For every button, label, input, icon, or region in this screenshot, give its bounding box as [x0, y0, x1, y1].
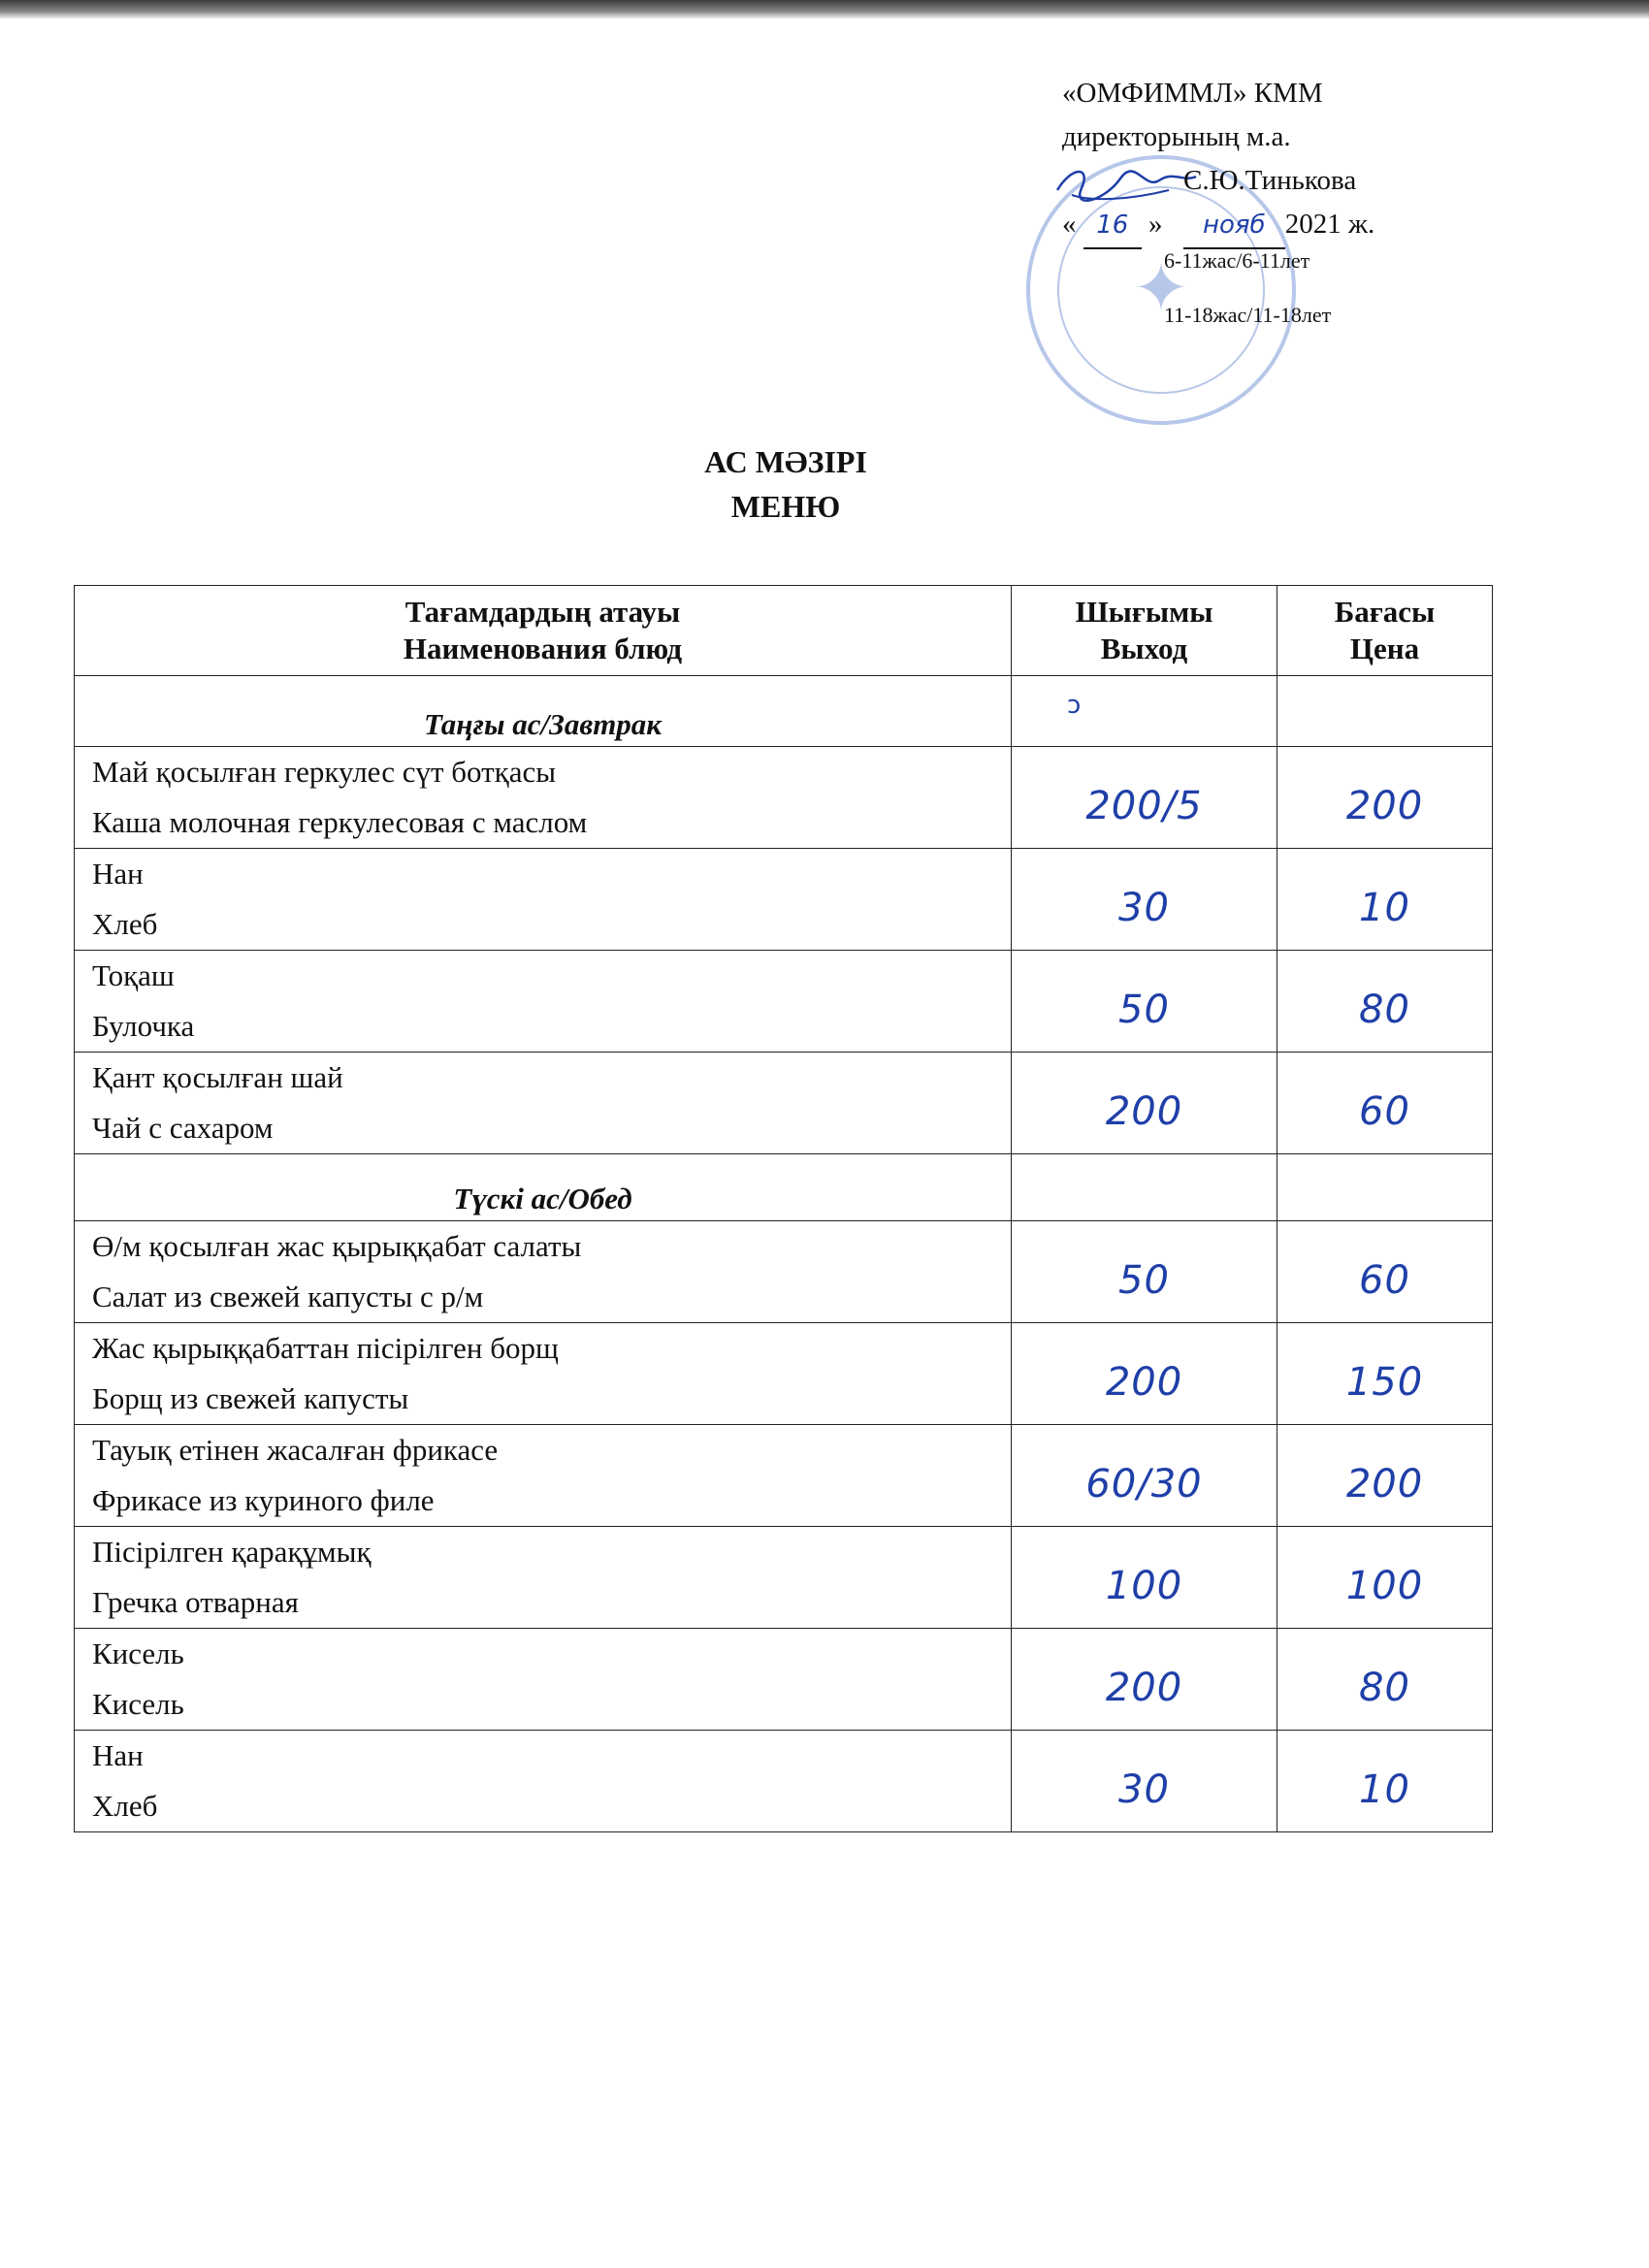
section-title: Түскі ас/Обед — [75, 1154, 1012, 1221]
dish-rus: Хлеб — [92, 1789, 158, 1823]
table-row — [75, 1323, 1493, 1425]
approval-block — [1062, 72, 1528, 249]
dish-rus: Фрикасе из куриного филе — [92, 1483, 435, 1517]
dish-kaz: Қант қосылған шай — [92, 1060, 343, 1094]
table-row — [75, 747, 1493, 849]
dish-yield: 200/5 — [1085, 784, 1203, 828]
dish-price: 100 — [1345, 1564, 1424, 1608]
dish-yield: 200 — [1105, 1089, 1183, 1134]
dish-yield: 60/30 — [1085, 1462, 1203, 1507]
age-group-2: 11-18жас/11-18лет — [1164, 303, 1332, 327]
dish-yield: 100 — [1105, 1564, 1183, 1608]
header-price: Бағасы Цена — [1277, 586, 1493, 676]
section-lunch — [75, 1154, 1493, 1221]
dish-kaz: Тауық етінен жасалған фрикасе — [92, 1433, 499, 1467]
dish-kaz: Пісірілген қарақұмық — [92, 1535, 372, 1569]
handwritten-mark: ↄ — [1067, 691, 1082, 720]
dish-price: 200 — [1345, 784, 1424, 828]
date-month: нояб — [1183, 204, 1285, 249]
table-row — [75, 1425, 1493, 1527]
dish-yield: 30 — [1118, 1767, 1170, 1812]
dish-price: 150 — [1345, 1360, 1424, 1405]
table-header-row — [75, 586, 1493, 676]
dish-price: 80 — [1359, 988, 1410, 1032]
dish-rus: Гречка отварная — [92, 1585, 299, 1619]
dish-kaz: Ө/м қосылған жас қырыққабат салаты — [92, 1229, 582, 1263]
menu-table — [74, 585, 1493, 1832]
table-row — [75, 1731, 1493, 1832]
dish-yield: 200 — [1105, 1666, 1183, 1710]
header-name: Тағамдардың атауы Наименования блюд — [75, 586, 1012, 676]
dish-yield: 50 — [1118, 1258, 1170, 1303]
dish-price: 10 — [1359, 1767, 1410, 1812]
menu-title-rus: МЕНЮ — [730, 489, 841, 524]
dish-kaz: Тоқаш — [92, 958, 175, 992]
table-row — [75, 1053, 1493, 1154]
dish-price: 10 — [1359, 886, 1410, 930]
table-row — [75, 1629, 1493, 1731]
dish-rus: Салат из свежей капусты с р/м — [92, 1280, 484, 1313]
dish-kaz: Кисель — [92, 1636, 184, 1670]
table-row — [75, 849, 1493, 951]
dish-price: 60 — [1359, 1258, 1410, 1303]
dish-rus: Кисель — [92, 1687, 184, 1721]
table-row — [75, 1221, 1493, 1323]
age-group-1: 6-11жас/6-11лет — [1164, 248, 1310, 273]
dish-kaz: Май қосылған геркулес сүт ботқасы — [92, 755, 557, 789]
dish-rus: Хлеб — [92, 907, 158, 941]
dish-yield: 50 — [1118, 988, 1170, 1032]
date-year: 2021 ж. — [1284, 209, 1375, 240]
dish-price: 80 — [1359, 1666, 1410, 1710]
dish-price: 60 — [1359, 1089, 1410, 1134]
dish-rus: Чай с сахаром — [92, 1111, 274, 1145]
date-close-quote: » — [1148, 209, 1163, 240]
scan-edge-shadow — [0, 0, 1649, 19]
table-row — [75, 951, 1493, 1053]
dish-rus: Борщ из свежей капусты — [92, 1381, 409, 1415]
dish-price: 200 — [1345, 1462, 1424, 1507]
approval-date — [1062, 203, 1528, 249]
date-day: 16 — [1083, 204, 1142, 249]
dish-rus: Булочка — [92, 1009, 195, 1043]
table-row — [75, 1527, 1493, 1629]
approval-name: С.Ю.Тинькова — [1183, 165, 1357, 196]
menu-title-kaz: АС МӘЗІРІ — [704, 444, 867, 479]
date-open-quote: « — [1062, 209, 1077, 240]
section-breakfast — [75, 676, 1493, 747]
dish-kaz: Нан — [92, 1738, 144, 1772]
dish-rus: Каша молочная геркулесовая с маслом — [92, 805, 588, 839]
dish-kaz: Нан — [92, 857, 144, 891]
dish-yield: 30 — [1118, 886, 1170, 930]
dish-yield: 200 — [1105, 1360, 1183, 1405]
header-yield: Шығымы Выход — [1012, 586, 1277, 676]
section-title: Таңғы ас/Завтрак — [75, 676, 1012, 747]
dish-kaz: Жас қырыққабаттан пісірілген борщ — [92, 1331, 559, 1365]
approval-position: директорының м.а. — [1062, 121, 1291, 152]
approval-org: «ОМФИММЛ» КММ — [1062, 78, 1323, 109]
